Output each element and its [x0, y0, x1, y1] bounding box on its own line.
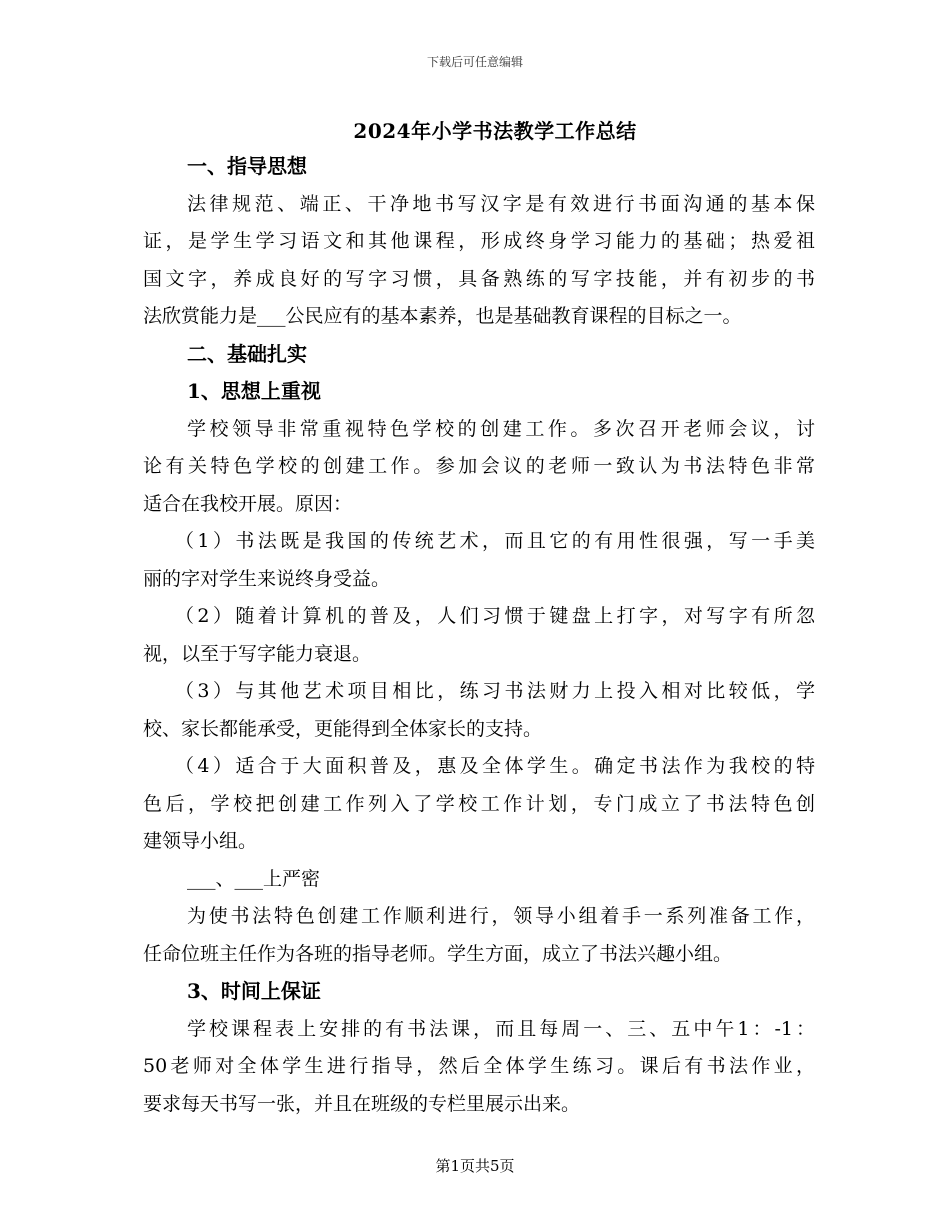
page-title: 2024年小学书法教学工作总结: [353, 119, 637, 143]
paragraph-line: 法欣赏能力是___公民应有的基本素养，也是基础教育课程的目标之一。: [143, 305, 742, 327]
paragraph-line: 50老师对全体学生进行指导，然后全体学生练习。课后有书法作业，: [143, 1055, 815, 1077]
list-item-line: 校、家长都能承受，更能得到全体家长的支持。: [143, 717, 543, 740]
paragraph-line: 适合在我校开展。原因：: [143, 492, 353, 515]
paragraph-line: 要求每天书写一张，并且在班级的专栏里展示出来。: [143, 1092, 581, 1115]
list-item-line: （1）书法既是我国的传统艺术，而且它的有用性很强，写一手美: [175, 530, 815, 552]
list-item-line: （3）与其他艺术项目相比，练习书法财力上投入相对比较低，学: [175, 680, 815, 702]
paragraph-line: 学校领导非常重视特色学校的创建工作。多次召开老师会议，讨: [187, 417, 815, 440]
paragraph-line: 任命位班主任作为各班的指导老师。学生方面，成立了书法兴趣小组。: [143, 942, 733, 965]
page-number: 第1页共5页: [435, 1157, 515, 1175]
section-heading-guiding-thought: 一、指导思想: [187, 154, 307, 178]
paragraph-line: 法律规范、端正、干净地书写汉字是有效进行书面沟通的基本保: [187, 192, 815, 215]
paragraph-line: 论有关特色学校的创建工作。参加会议的老师一致认为书法特色非常: [143, 455, 815, 477]
document-body: [143, 148, 815, 1123]
paragraph-line: 为使书法特色创建工作顺利进行，领导小组着手一系列准备工作，: [187, 905, 815, 927]
paragraph-line: 国文字，养成良好的写字习惯，具备熟练的写字技能，并有初步的书: [143, 267, 815, 290]
subheading-time: 3、时间上保证: [187, 979, 321, 1003]
subheading-organization: ___、___上严密: [187, 867, 321, 890]
subheading-ideology: 1、思想上重视: [187, 379, 321, 403]
paragraph-line: 学校课程表上安排的有书法课，而且每周一、三、五中午1：-1：: [187, 1017, 815, 1040]
list-item-line: 建领导小组。: [143, 830, 258, 852]
list-item-line: 视，以至于写字能力衰退。: [143, 642, 372, 665]
paragraph-line: 证，是学生学习语文和其他课程，形成终身学习能力的基础；热爱祖: [143, 230, 815, 252]
list-item-line: （4）适合于大面积普及，惠及全体学生。确定书法作为我校的特: [175, 755, 815, 777]
list-item-line: 色后，学校把创建工作列入了学校工作计划，专门成立了书法特色创: [143, 792, 815, 815]
header-note: 下载后可任意编辑: [426, 55, 523, 69]
list-item-line: （2）随着计算机的普及，人们习惯于键盘上打字，对写字有所忽: [175, 605, 815, 627]
list-item-line: 丽的字对学生来说终身受益。: [143, 567, 391, 590]
section-heading-foundation: 二、基础扎实: [187, 341, 307, 366]
